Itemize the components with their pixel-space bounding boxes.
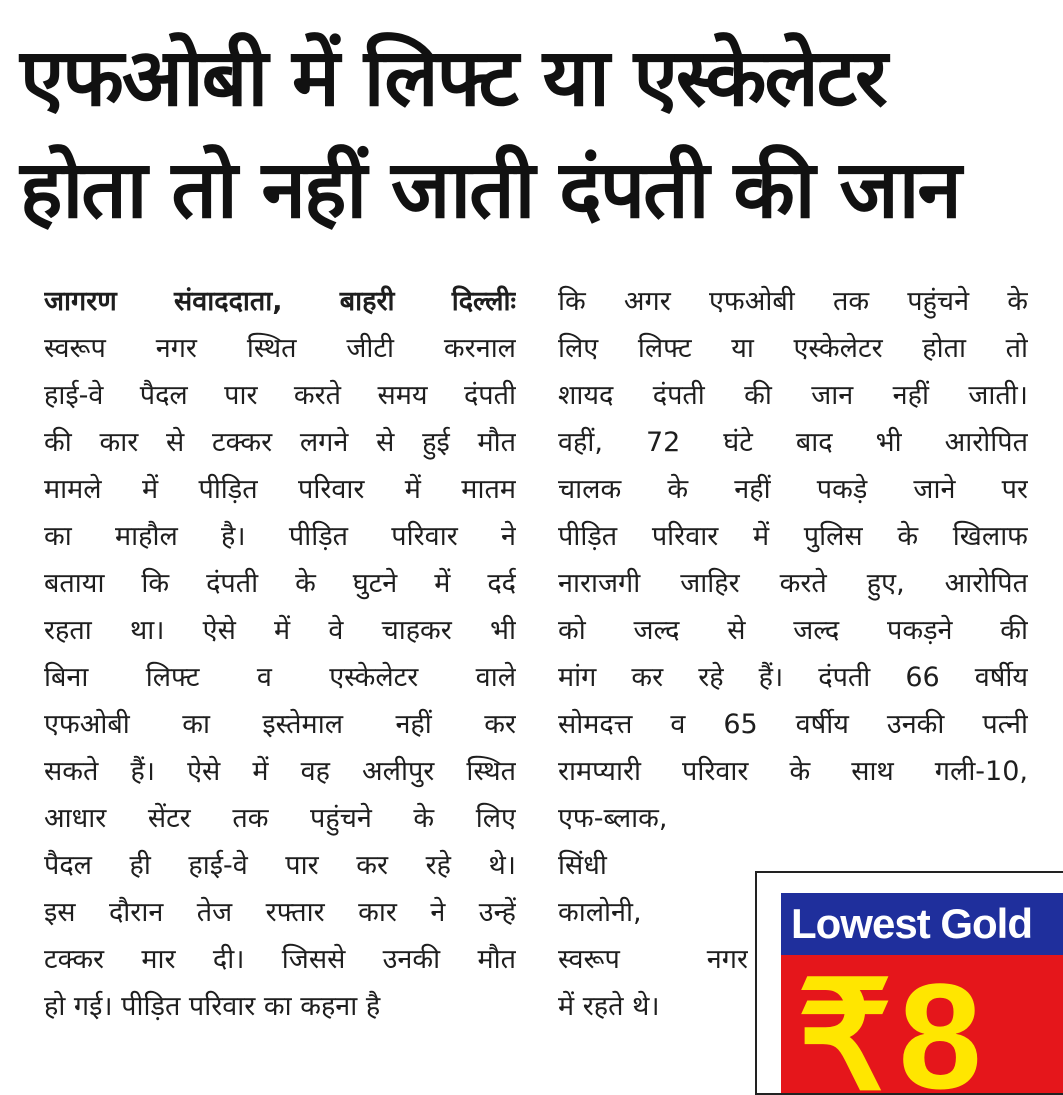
article-line: हाई-वे पैदल पार करते समय दंपती — [44, 380, 516, 411]
article-line: मामले में पीड़ित परिवार में मातम — [44, 474, 516, 505]
article-line: का माहौल है। पीड़ित परिवार ने — [44, 521, 516, 552]
article-line: कि अगर एफओबी तक पहुंचने के — [558, 286, 1028, 317]
article-line: सकते हैं। ऐसे में वह अलीपुर स्थित — [44, 756, 516, 787]
article-line: एफ-ब्लाक, — [558, 803, 668, 834]
article-line: सिंधी — [558, 850, 607, 881]
byline: जागरण संवाददाता, बाहरी दिल्लीः — [44, 286, 516, 317]
article-line: मांग कर रहे हैं। दंपती 66 वर्षीय — [558, 662, 1028, 693]
article-line: सोमदत्त व 65 वर्षीय उनकी पत्नी — [558, 709, 1028, 740]
ad-price-text: ₹8 — [797, 955, 988, 1095]
article-line: स्वरूप नगर स्थित जीटी करनाल — [44, 333, 516, 364]
article-line: बताया कि दंपती के घुटने में दर्द — [44, 568, 516, 599]
headline — [20, 22, 1050, 246]
article-line: आधार सेंटर तक पहुंचने के लिए — [44, 803, 516, 834]
article-line: पीड़ित परिवार में पुलिस के खिलाफ — [558, 521, 1028, 552]
article-line: को जल्द से जल्द पकड़ने की — [558, 615, 1028, 646]
article-line: टक्कर मार दी। जिससे उनकी मौत — [44, 944, 516, 975]
article-line: एफओबी का इस्तेमाल नहीं कर — [44, 709, 516, 740]
article-line: की कार से टक्कर लगने से हुई मौत — [44, 427, 516, 458]
article-line: में रहते थे। — [558, 991, 660, 1022]
article-line: नाराजगी जाहिर करते हुए, आरोपित — [558, 568, 1028, 599]
ad-price-panel — [781, 955, 1063, 1095]
article-line: शायद दंपती की जान नहीं जाती। — [558, 380, 1028, 411]
headline-line-1: एफओबी में लिफ्ट या एस्केलेटर — [20, 31, 886, 124]
article-line: बिना लिफ्ट व एस्केलेटर वाले — [44, 662, 516, 693]
article-line: पैदल ही हाई-वे पार कर रहे थे। — [44, 850, 516, 881]
article-line: रहता था। ऐसे में वे चाहकर भी — [44, 615, 516, 646]
article-line: रामप्यारी परिवार के साथ गली-10, — [558, 756, 1028, 787]
article-column-left — [44, 278, 516, 1030]
article-line: चालक के नहीं पकड़े जाने पर — [558, 474, 1028, 505]
article-line: इस दौरान तेज रफ्तार कार ने उन्हें — [44, 897, 516, 928]
gold-advertisement[interactable] — [755, 871, 1063, 1095]
article-line: कालोनी, — [558, 897, 642, 928]
headline-line-2: होता तो नहीं जाती दंपती की जान — [20, 143, 960, 236]
article-line: वहीं, 72 घंटे बाद भी आरोपित — [558, 427, 1028, 458]
article-line: लिए लिफ्ट या एस्केलेटर होता तो — [558, 333, 1028, 364]
article-line: स्वरूप नगर — [558, 944, 748, 975]
article-line: हो गई। पीड़ित परिवार का कहना है — [44, 991, 381, 1022]
ad-headline: Lowest Gold — [781, 893, 1063, 955]
